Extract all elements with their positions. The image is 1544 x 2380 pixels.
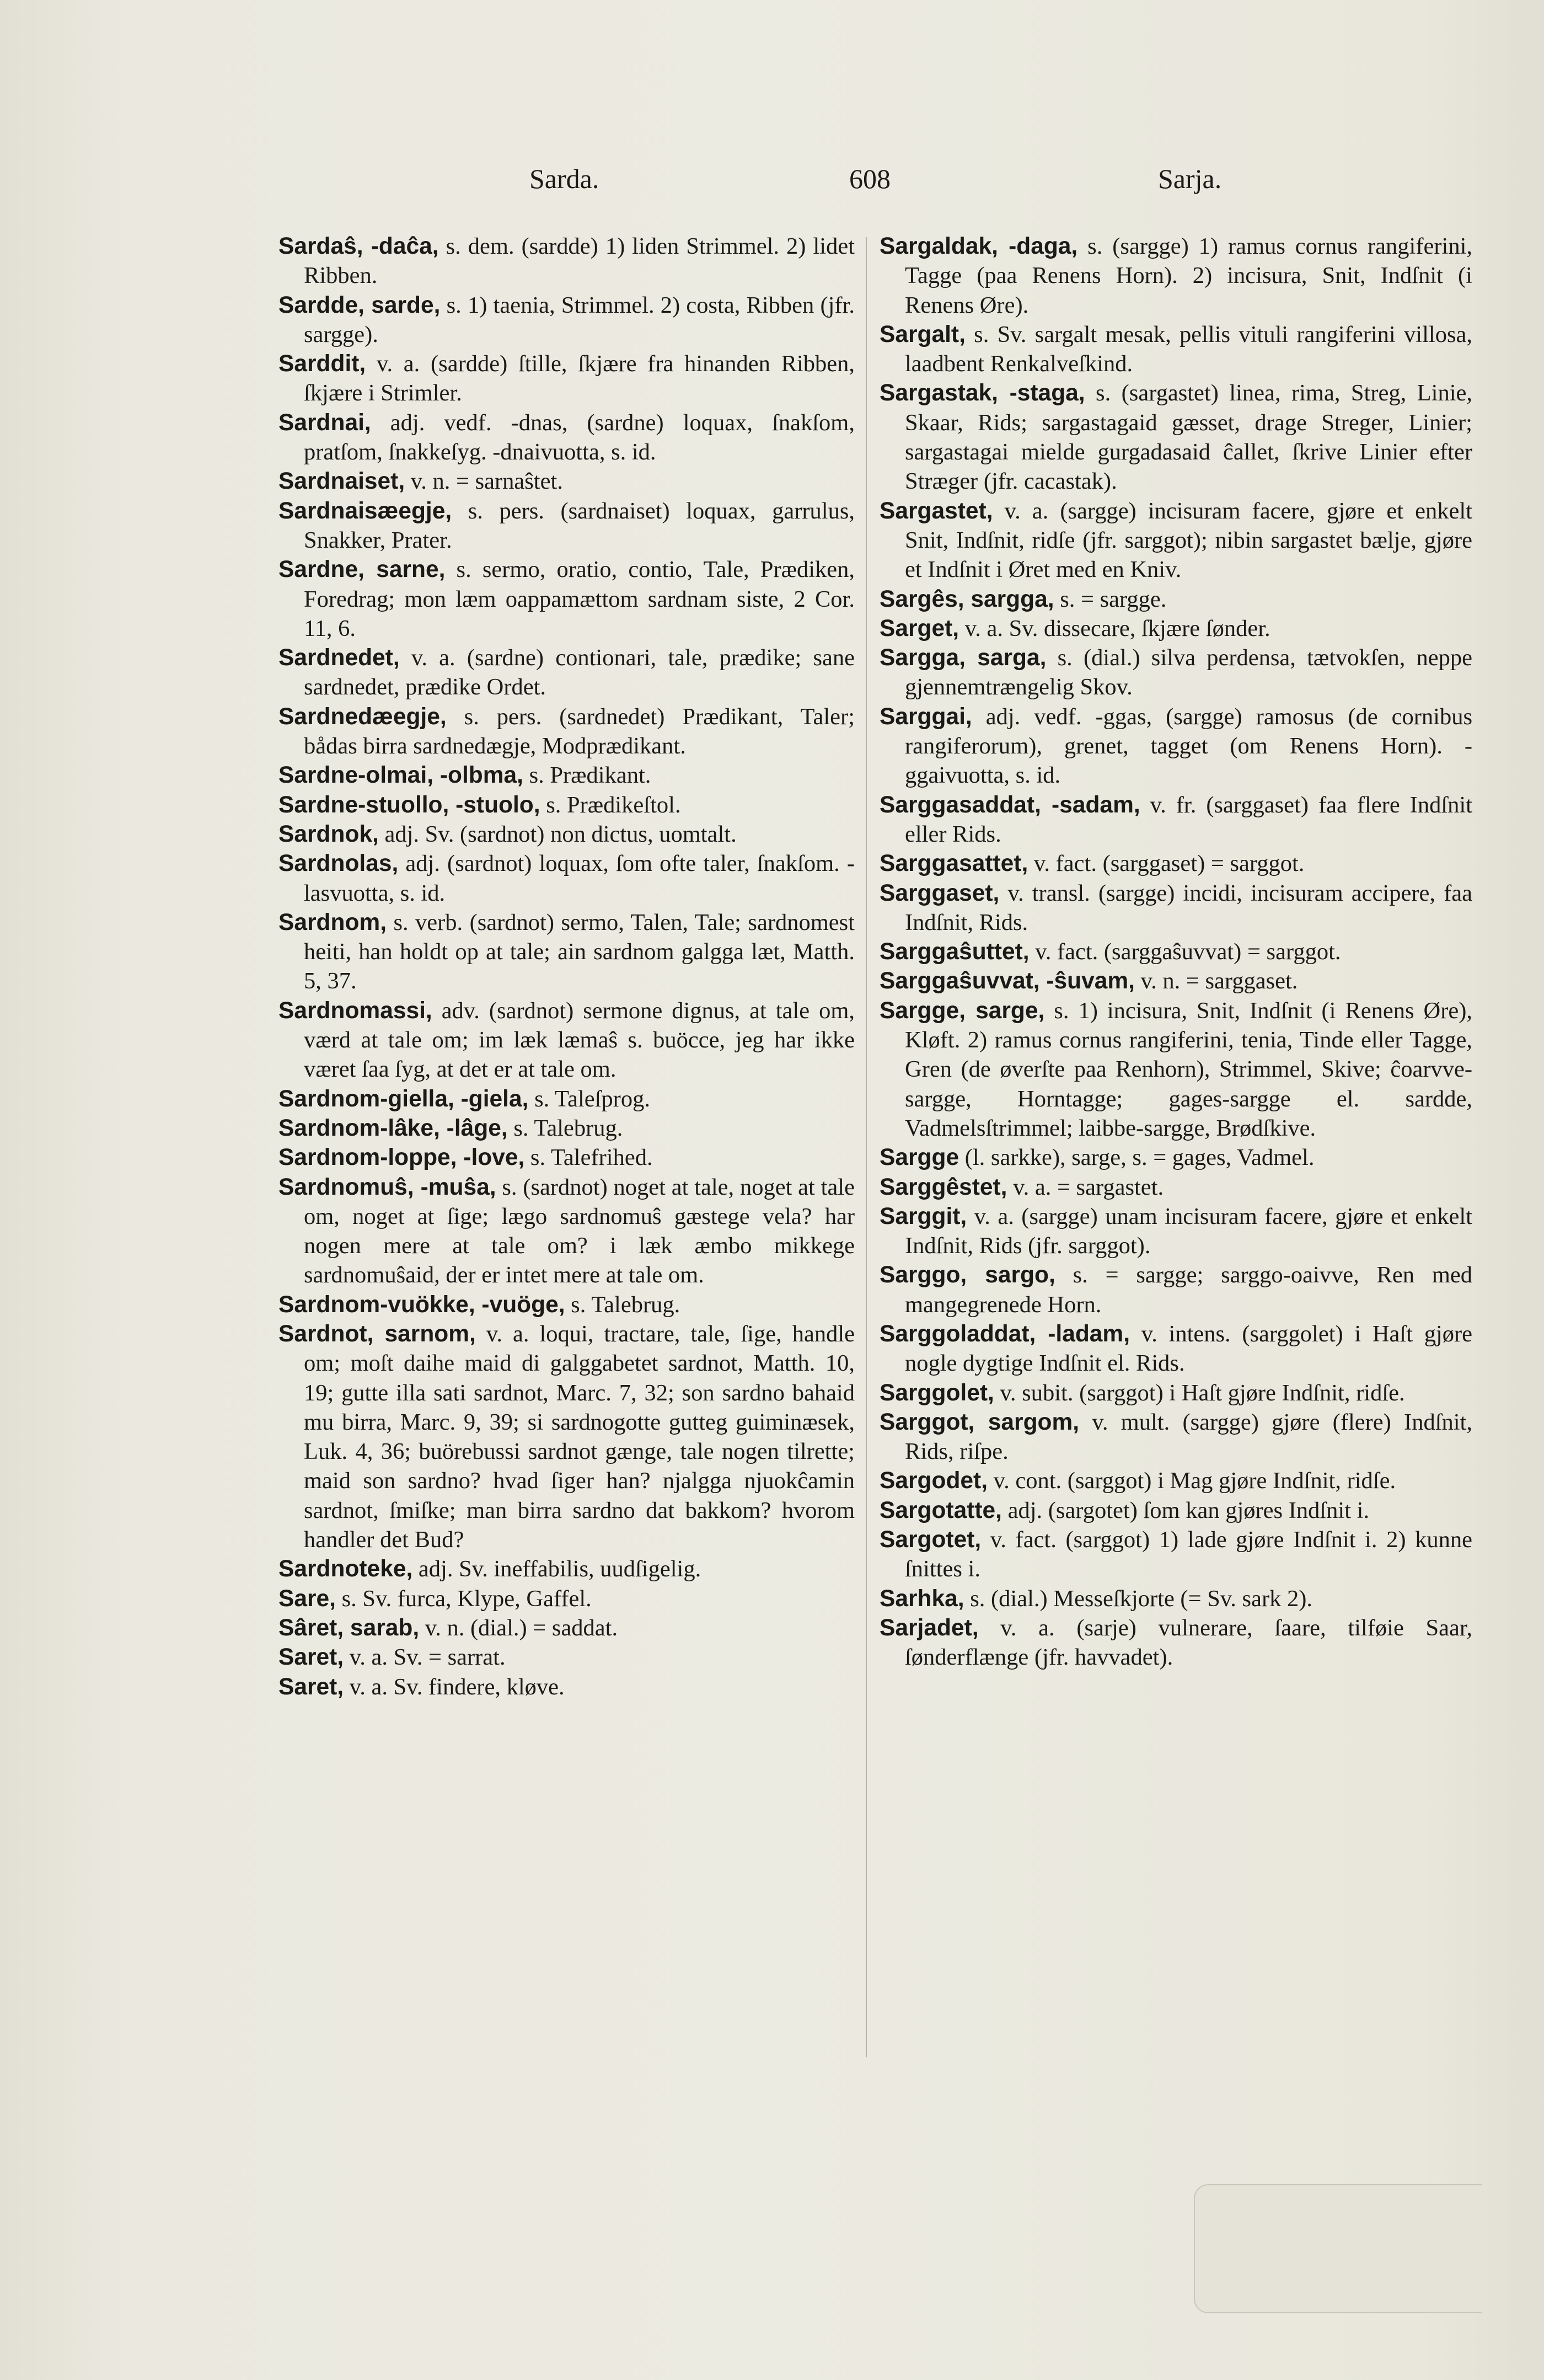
dictionary-entry <box>880 1260 1472 1319</box>
dictionary-entry <box>278 790 855 820</box>
entry-headword: Sardnok, <box>278 821 379 847</box>
entry-definition: s. sermo, oratio, contio, Tale, Prædiken, Foredrag; mon læm oappamættom sardnam siste, 2 Cor. 11, 6. <box>304 557 855 641</box>
dictionary-entry <box>880 790 1472 849</box>
entry-headword: Sargês, sargga, <box>880 586 1054 612</box>
entry-definition: s. Talebrug. <box>565 1291 680 1318</box>
entry-headword: Sardne-stuollo, -stuolo, <box>278 791 540 818</box>
entry-headword: Sarggaset, <box>880 880 1000 906</box>
entry-definition: v. a. (sarje) vulnerare, ſaare, tilføie Saar, ſønderflænge (jfr. havvadet). <box>905 1614 1472 1671</box>
entry-headword: Sardde, sarde, <box>278 292 441 318</box>
dictionary-entry <box>278 1114 855 1143</box>
dictionary-entry <box>880 643 1472 702</box>
entry-headword: Sarggoladdat, -ladam, <box>880 1320 1130 1347</box>
entry-headword: Sargge, sarge, <box>880 997 1045 1024</box>
entry-headword: Sargotet, <box>880 1527 982 1553</box>
dictionary-entry <box>880 966 1472 996</box>
entry-headword: Sarggêstet, <box>880 1174 1007 1200</box>
entry-headword: Sardnoteke, <box>278 1556 413 1582</box>
dictionary-entry <box>880 1319 1472 1378</box>
running-header <box>0 163 1544 207</box>
dictionary-entry <box>880 702 1472 790</box>
entry-headword: Sargge <box>880 1144 959 1171</box>
entry-headword: Sardnomassi, <box>278 997 432 1024</box>
dictionary-entry <box>278 291 855 350</box>
entry-headword: Sardaŝ, -daĉa, <box>278 233 439 259</box>
entry-definition: s. 1) incisura, Snit, Indſnit (i Renens Øre), Kløft. 2) ramus cornus rangiferini, tenia, Tinde eller Tagge, Gren (de øverſte paa Renhorn), Strimmel, Skive; ĉoarvve-sargge, Horntagge; gages-sargge el. sardde, Vadmelsſtrimmel; laibbe-sargge, Brødſkive. <box>905 997 1472 1141</box>
entry-headword: Sargaldak, -daga, <box>880 233 1078 259</box>
dictionary-entry <box>880 849 1472 878</box>
dictionary-entry <box>880 585 1472 614</box>
dictionary-entry <box>880 1378 1472 1408</box>
entry-headword: Sarggaŝuvvat, -ŝuvam, <box>880 968 1135 994</box>
entry-definition: adj. vedf. -ggas, (sargge) ramosus (de cornibus rangiferorum), grenet, tagget (om Renens Horn). -ggaivuotta, s. id. <box>905 703 1472 789</box>
entry-definition: (l. sarkke), sarge, s. = gages, Vadmel. <box>959 1144 1315 1171</box>
dictionary-entry <box>880 1202 1472 1261</box>
dictionary-entry <box>278 1173 855 1290</box>
entry-definition: v. a. Sv. dissecare, ſkjære ſønder. <box>959 615 1270 641</box>
paper-clip-mark <box>1194 2184 1482 2313</box>
entry-definition: s. = sargge; sarggo-oaivve, Ren med mangegrenede Horn. <box>905 1262 1473 1318</box>
dictionary-entry <box>880 1173 1472 1202</box>
entry-definition: s. = sargge. <box>1054 586 1167 612</box>
entry-definition: s. Talebrug. <box>507 1115 623 1141</box>
entry-definition: s. Sv. furca, Klype, Gaffel. <box>335 1585 592 1612</box>
dictionary-entry <box>278 1584 855 1613</box>
entry-definition: s. dem. (sardde) 1) liden Strimmel. 2) lidet Ribben. <box>304 233 855 289</box>
entry-headword: Sarhka, <box>880 1585 964 1612</box>
entry-headword: Sarggasaddat, -sadam, <box>880 791 1140 818</box>
entry-headword: Sardnaiset, <box>278 468 405 495</box>
entry-headword: Sarggaŝuttet, <box>880 939 1030 965</box>
entry-definition: v. a. loqui, tractare, tale, ſige, handle om; moſt daihe maid di galggabetet sardnot, Matth. 10, 19; gutte illa sati sardnot, Marc. 7, 32; son sardno bahaid mu birra, Marc. 9, 39; si sardnogotte gutteg guiminæsek, Luk. 4, 36; buörebussi sardnot gænge, tale nogen tilrette; maid son sardno? hvad ſiger han? njalgga njuokĉamin sardnot, ſmiſke; man birra sardno dat bakkom? hvorom handler det Bud? <box>304 1320 855 1553</box>
dictionary-entry <box>278 1319 855 1554</box>
header-left-guideword: Sarda. <box>529 163 599 194</box>
entry-headword: Sarggai, <box>880 703 972 730</box>
dictionary-entry <box>880 1613 1472 1672</box>
entry-definition: s. verb. (sardnot) sermo, Talen, Tale; sardnomest heiti, han holdt op at tale; ain sardnom galgga læt, Matth. 5, 37. <box>304 909 855 994</box>
entry-headword: Sâret, sarab, <box>278 1614 420 1641</box>
entry-headword: Sargastak, -staga, <box>880 380 1085 407</box>
dictionary-entry <box>278 820 855 849</box>
entry-definition: adj. (sardnot) loquax, ſom ofte taler, ſnakſom. -lasvuotta, s. id. <box>304 851 855 906</box>
dictionary-entry <box>278 496 855 555</box>
entry-headword: Sargalt, <box>880 321 966 347</box>
entry-definition: s. (sargastet) linea, rima, Streg, Linie, Skaar, Rids; sargastagaid gæsset, drage Streger, Linier; sargastagai mielde gurgadasaid ĉallet, ſkrive Linier efter Stræger (jfr. cacastak). <box>905 380 1472 495</box>
dictionary-entry <box>880 1143 1472 1172</box>
entry-headword: Sarjadet, <box>880 1614 979 1641</box>
page-number: 608 <box>849 163 891 194</box>
entry-definition: s. 1) taenia, Strimmel. 2) costa, Ribben (jfr. sargge). <box>304 292 855 347</box>
entry-headword: Sarggot, sargom, <box>880 1409 1080 1435</box>
dictionary-entry <box>278 1143 855 1172</box>
dictionary-entry <box>278 1554 855 1584</box>
entry-headword: Sargastet, <box>880 498 993 524</box>
dictionary-entry <box>278 555 855 643</box>
entry-headword: Sarggasattet, <box>880 851 1028 877</box>
entry-definition: adv. (sardnot) sermone dignus, at tale om, værd at tale om; im læk læmaŝ s. buöcce, jeg har ikke været ſaa ſyg, at det er at tale om. <box>304 997 855 1083</box>
entry-definition: adj. Sv. (sardnot) non dictus, uomtalt. <box>378 821 737 847</box>
dictionary-entry <box>880 937 1472 966</box>
entry-definition: v. intens. (sarggolet) i Haſt gjøre nogle dygtige Indſnit el. Rids. <box>905 1320 1473 1377</box>
dictionary-entry <box>880 1584 1472 1613</box>
dictionary-entry <box>278 232 855 291</box>
entry-headword: Sardnom-giella, -giela, <box>278 1085 529 1112</box>
right-column <box>880 232 1472 1672</box>
column-divider <box>866 237 867 2057</box>
dictionary-entry <box>880 879 1472 938</box>
dictionary-entry <box>278 1084 855 1114</box>
entry-headword: Saret, <box>278 1644 344 1671</box>
dictionary-entry <box>880 232 1472 320</box>
entry-definition: v. subit. (sarggot) i Haſt gjøre Indſnit, ridſe. <box>994 1379 1405 1406</box>
entry-definition: v. n. = sarnaŝtet. <box>405 468 563 495</box>
entry-definition: s. Prædikeſtol. <box>540 791 681 818</box>
entry-headword: Sardnedæegje, <box>278 703 447 730</box>
entry-definition: v. fact. (sarggot) 1) lade gjøre Indſnit i. 2) kunne ſnittes i. <box>905 1527 1472 1582</box>
entry-headword: Sarddit, <box>278 351 366 377</box>
entry-definition: v. fact. (sarggaset) = sarggot. <box>1028 851 1305 877</box>
entry-definition: v. a. Sv. = sarrat. <box>344 1644 506 1671</box>
entry-definition: v. a. (sardde) ſtille, ſkjære fra hinanden Ribben, ſkjære i Strimler. <box>304 351 855 407</box>
dictionary-entry <box>278 408 855 467</box>
entry-definition: s. pers. (sardnedet) Prædikant, Taler; bådas birra sardnedægje, Modprædikant. <box>304 703 855 760</box>
entry-definition: v. a. (sardne) contionari, tale, prædike; sane sardnedet, prædike Ordet. <box>304 645 855 700</box>
dictionary-entry <box>278 996 855 1084</box>
entry-definition: v. mult. (sargge) gjøre (flere) Indſnit, Rids, riſpe. <box>905 1409 1472 1465</box>
dictionary-entry <box>278 702 855 761</box>
entry-headword: Sarggo, sargo, <box>880 1262 1055 1288</box>
dictionary-entry <box>880 1525 1472 1584</box>
entry-definition: v. a. (sargge) incisuram facere, gjøre et enkelt Snit, Indſnit, ridſe (jfr. sarggot); nibin sargastet bælje, gjøre et Indſnit i Øret med en Kniv. <box>905 498 1472 583</box>
entry-headword: Sardnom, <box>278 909 387 935</box>
dictionary-entry <box>880 320 1472 379</box>
entry-definition: s. pers. (sardnaiset) loquax, garrulus, Snakker, Prater. <box>304 498 855 553</box>
entry-headword: Sardnedet, <box>278 645 400 671</box>
entry-definition: v. a. = sargastet. <box>1007 1174 1164 1200</box>
dictionary-entry <box>278 643 855 702</box>
dictionary-entry <box>278 849 855 908</box>
dictionary-entry <box>278 1672 855 1702</box>
entry-definition: s. Prædikant. <box>523 762 651 789</box>
entry-definition: adj. Sv. ineffabilis, uudſigelig. <box>412 1556 701 1582</box>
entry-headword: Sardne-olmai, -olbma, <box>278 762 523 789</box>
dictionary-entry <box>278 1613 855 1643</box>
dictionary-entry <box>278 467 855 496</box>
entry-headword: Saret, <box>278 1673 344 1700</box>
dictionary-entry <box>880 996 1472 1143</box>
entry-headword: Sargodet, <box>880 1468 988 1494</box>
header-right-guideword: Sarja. <box>1158 163 1222 194</box>
entry-definition: v. a. Sv. findere, kløve. <box>344 1673 565 1700</box>
entry-headword: Sargotatte, <box>880 1497 1002 1523</box>
dictionary-entry <box>278 908 855 996</box>
entry-definition: s. (sardnot) noget at tale, noget at tale om, noget at ſige; lægo sardnomuŝ gæstege vela? har nogen mere at tale om? i læk æmbo mikkege sardnomuŝaid, der er intet mere at tale om. <box>304 1174 855 1288</box>
entry-definition: s. (dial.) Messeſkjorte (= Sv. sark 2). <box>964 1585 1313 1612</box>
dictionary-entry <box>880 614 1472 643</box>
entry-headword: Sardnolas, <box>278 851 399 877</box>
entry-headword: Sardne, sarne, <box>278 557 446 583</box>
entry-headword: Sardnot, sarnom, <box>278 1320 476 1347</box>
entry-headword: Sardnai, <box>278 409 371 436</box>
entry-headword: Sarggit, <box>880 1203 967 1229</box>
entry-definition: v. fact. (sarggaŝuvvat) = sarggot. <box>1029 939 1341 965</box>
dictionary-entry <box>880 1496 1472 1525</box>
entry-definition: s. (sargge) 1) ramus cornus rangiferini, Tagge (paa Renens Horn). 2) incisura, Snit, Indſnit (i Renens Øre). <box>905 233 1472 318</box>
entry-headword: Sardnaisæegje, <box>278 498 452 524</box>
dictionary-entry <box>278 349 855 408</box>
entry-definition: v. fr. (sarggaset) faa flere Indſnit eller Rids. <box>905 791 1472 847</box>
dictionary-entry <box>278 761 855 790</box>
entry-headword: Sardnom-vuökke, -vuöge, <box>278 1291 565 1318</box>
entry-definition: v. cont. (sarggot) i Mag gjøre Indſnit, ridſe. <box>988 1468 1396 1494</box>
entry-definition: adj. (sargotet) ſom kan gjøres Indſnit i. <box>1001 1497 1370 1523</box>
entry-definition: v. n. (dial.) = saddat. <box>419 1614 618 1641</box>
entry-headword: Sargga, sarga, <box>880 645 1047 671</box>
dictionary-entry <box>880 496 1472 585</box>
dictionary-entry <box>880 1408 1472 1467</box>
entry-definition: v. a. (sargge) unam incisuram facere, gjøre et enkelt Indſnit, Rids (jfr. sarggot). <box>905 1203 1472 1259</box>
entry-definition: s. Taleſprog. <box>528 1085 650 1112</box>
dictionary-entry <box>880 378 1472 496</box>
entry-definition: s. (dial.) silva perdensa, tætvokſen, neppe gjennemtrængelig Skov. <box>905 645 1472 700</box>
entry-definition: v. transl. (sargge) incidi, incisuram accipere, faa Indſnit, Rids. <box>905 880 1472 935</box>
entry-definition: v. n. = sarggaset. <box>1134 968 1298 994</box>
entry-headword: Sardnom-lâke, -lâge, <box>278 1115 508 1141</box>
dictionary-entry <box>880 1466 1472 1495</box>
entry-headword: Sardnom-loppe, -love, <box>278 1144 525 1171</box>
entry-definition: adj. vedf. -dnas, (sardne) loquax, ſnakſom, pratſom, ſnakkeſyg. -dnaivuotta, s. id. <box>304 409 855 466</box>
dictionary-entry <box>278 1290 855 1319</box>
entry-headword: Sare, <box>278 1585 336 1612</box>
dictionary-entry <box>278 1643 855 1672</box>
left-column <box>278 232 855 1702</box>
entry-definition: s. Sv. sargalt mesak, pellis vituli rangiferini villosa, laadbent Renkalveſkind. <box>905 321 1472 377</box>
entry-headword: Sarget, <box>880 615 959 641</box>
entry-headword: Sarggolet, <box>880 1379 994 1406</box>
entry-definition: s. Talefrihed. <box>524 1144 653 1171</box>
entry-headword: Sardnomuŝ, -muŝa, <box>278 1174 496 1200</box>
